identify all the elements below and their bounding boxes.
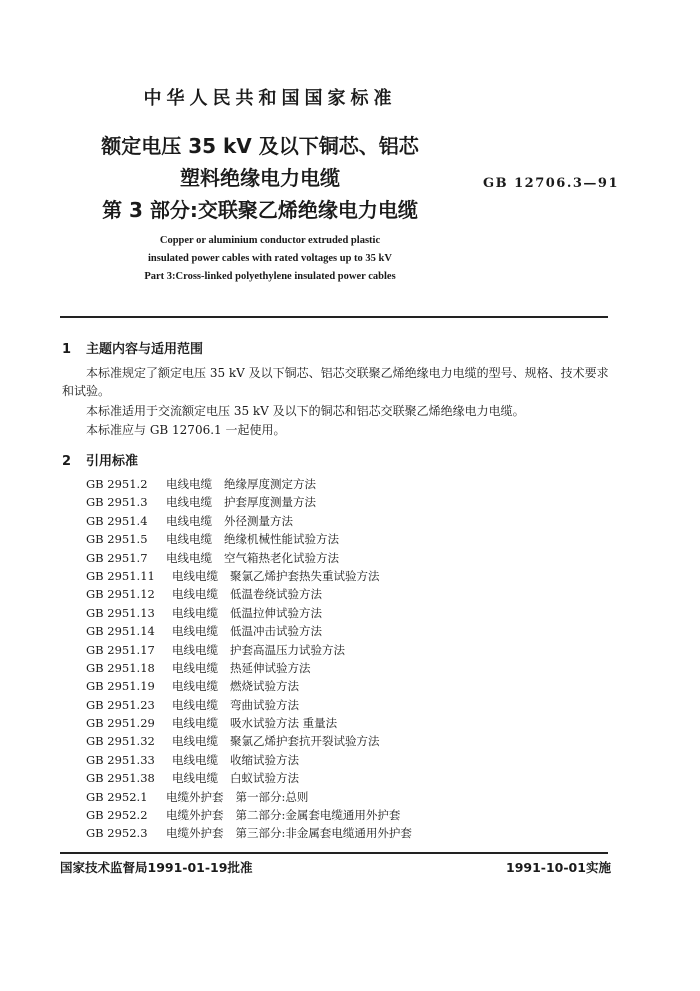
- reference-category: 电线电缆: [172, 716, 218, 731]
- reference-name: 弯曲试验方法: [230, 697, 299, 712]
- reference-category: 电线电缆: [166, 513, 212, 528]
- reference-category: 电线电缆: [172, 734, 218, 749]
- section-1-heading: [62, 338, 203, 357]
- reference-item: [86, 513, 606, 531]
- section-number: 1: [62, 342, 72, 357]
- reference-code: GB 2951.11: [86, 568, 155, 583]
- implementation-date: 1991-10-01实施: [506, 860, 611, 875]
- reference-item: [86, 476, 606, 494]
- reference-code: GB 2952.2: [86, 808, 148, 823]
- reference-item: [86, 715, 606, 733]
- reference-item: [86, 660, 606, 678]
- reference-category: 电线电缆: [172, 642, 218, 657]
- reference-category: 电线电缆: [172, 752, 218, 767]
- section-1-paragraph: 本标准规定了额定电压 35 kV 及以下铜芯、铝芯交联聚乙烯绝缘电力电缆的型号、规格、技术要求和试验。: [62, 366, 609, 398]
- reference-name: 聚氯乙烯护套抗开裂试验方法: [230, 734, 380, 749]
- reference-item: [86, 623, 606, 641]
- reference-name: 护套高温压力试验方法: [230, 642, 345, 657]
- reference-code: GB 2952.3: [86, 826, 148, 841]
- section-1-paragraph: 本标准适用于交流额定电压 35 kV 及以下的铜芯和铝芯交联聚乙烯绝缘电力电缆。: [86, 404, 525, 418]
- reference-name: 空气箱热老化试验方法: [224, 550, 339, 565]
- reference-name: 聚氯乙烯护套热失重试验方法: [230, 568, 380, 583]
- reference-category: 电线电缆: [166, 495, 212, 510]
- reference-category: 电线电缆: [166, 532, 212, 547]
- english-title-line: Copper or aluminium conductor extruded plastic: [159, 235, 381, 246]
- approval-date: 国家技术监督局1991-01-19批准: [60, 860, 253, 875]
- english-title: [100, 232, 440, 286]
- section-2-heading: [62, 450, 138, 469]
- reference-code: GB 2951.3: [86, 495, 148, 510]
- reference-code: GB 2951.33: [86, 752, 155, 767]
- reference-name: 绝缘厚度测定方法: [224, 477, 316, 491]
- reference-category: 电线电缆: [172, 605, 218, 620]
- reference-code: GB 2951.23: [86, 697, 155, 712]
- reference-category: 电线电缆: [172, 771, 218, 786]
- reference-code: GB 2951.4: [86, 513, 148, 528]
- reference-item: [86, 642, 606, 660]
- footer-divider: [60, 852, 608, 854]
- reference-code: GB 2952.1: [86, 789, 148, 804]
- reference-name: 第二部分:金属套电缆通用外护套: [235, 808, 401, 823]
- header-divider: [60, 316, 608, 318]
- reference-code: GB 2951.19: [86, 679, 155, 694]
- reference-category: 电线电缆: [172, 660, 218, 675]
- reference-name: 护套厚度测量方法: [224, 495, 316, 510]
- reference-code: GB 2951.17: [86, 642, 155, 657]
- reference-category: 电线电缆: [172, 697, 218, 712]
- reference-item: [86, 494, 606, 512]
- reference-category: 电缆外护套: [166, 826, 224, 841]
- reference-code: GB 2951.12: [86, 587, 155, 602]
- reference-item: [86, 568, 606, 586]
- reference-name: 第三部分:非金属套电缆通用外护套: [235, 826, 412, 841]
- reference-code: GB 2951.2: [86, 477, 148, 491]
- reference-name: 白蚁试验方法: [230, 771, 299, 786]
- reference-code: GB 2951.14: [86, 624, 155, 639]
- reference-code: GB 2951.38: [86, 771, 155, 786]
- standard-code: GB 12706.3—91: [483, 176, 620, 191]
- reference-category: 电线电缆: [172, 568, 218, 583]
- reference-item: [86, 605, 606, 623]
- reference-name: 燃烧试验方法: [230, 679, 299, 694]
- reference-code: GB 2951.7: [86, 550, 148, 565]
- reference-code: GB 2951.5: [86, 532, 148, 547]
- reference-category: 电线电缆: [172, 624, 218, 639]
- reference-category: 电线电缆: [166, 550, 212, 565]
- reference-category: 电缆外护套: [166, 808, 224, 823]
- section-number: 2: [62, 454, 72, 469]
- english-title-line: Part 3:Cross-linked polyethylene insulated power cables: [144, 271, 396, 282]
- reference-item: [86, 678, 606, 696]
- title-line: 额定电压 35 kV 及以下铜芯、铝芯: [101, 134, 419, 158]
- reference-item: [86, 807, 606, 825]
- document-title: [60, 130, 460, 226]
- reference-name: 低温卷绕试验方法: [230, 587, 322, 602]
- reference-item: [86, 586, 606, 604]
- reference-name: 低温冲击试验方法: [230, 624, 322, 639]
- reference-list: [86, 476, 606, 844]
- reference-item: [86, 550, 606, 568]
- section-title: 主题内容与适用范围: [86, 342, 204, 357]
- reference-item: [86, 752, 606, 770]
- reference-name: 吸水试验方法 重量法: [230, 716, 338, 731]
- reference-code: GB 2951.29: [86, 716, 155, 731]
- reference-name: 绝缘机械性能试验方法: [224, 532, 339, 547]
- title-line: 塑料绝缘电力电缆: [180, 166, 340, 190]
- reference-item: [86, 789, 606, 807]
- reference-category: 电线电缆: [172, 679, 218, 694]
- reference-item: [86, 531, 606, 549]
- reference-name: 低温拉伸试验方法: [230, 605, 322, 620]
- title-line: 第 3 部分:交联聚乙烯绝缘电力电缆: [102, 198, 418, 222]
- reference-category: 电线电缆: [172, 587, 218, 602]
- reference-item: [86, 697, 606, 715]
- reference-code: GB 2951.13: [86, 605, 155, 620]
- english-title-line: insulated power cables with rated voltages up to 35 kV: [148, 253, 392, 264]
- reference-code: GB 2951.18: [86, 660, 155, 675]
- reference-item: [86, 770, 606, 788]
- reference-name: 第一部分:总则: [235, 789, 309, 804]
- national-standard-heading: 中华人民共和国国家标准: [143, 88, 397, 109]
- reference-item: [86, 733, 606, 751]
- reference-category: 电线电缆: [166, 477, 212, 491]
- reference-name: 热延伸试验方法: [230, 660, 311, 675]
- section-1-paragraph: 本标准应与 GB 12706.1 一起使用。: [86, 423, 286, 437]
- reference-name: 收缩试验方法: [230, 752, 299, 767]
- reference-category: 电缆外护套: [166, 789, 224, 804]
- reference-name: 外径测量方法: [224, 513, 293, 528]
- reference-item: [86, 825, 606, 843]
- reference-code: GB 2951.32: [86, 734, 155, 749]
- section-title: 引用标准: [86, 454, 139, 469]
